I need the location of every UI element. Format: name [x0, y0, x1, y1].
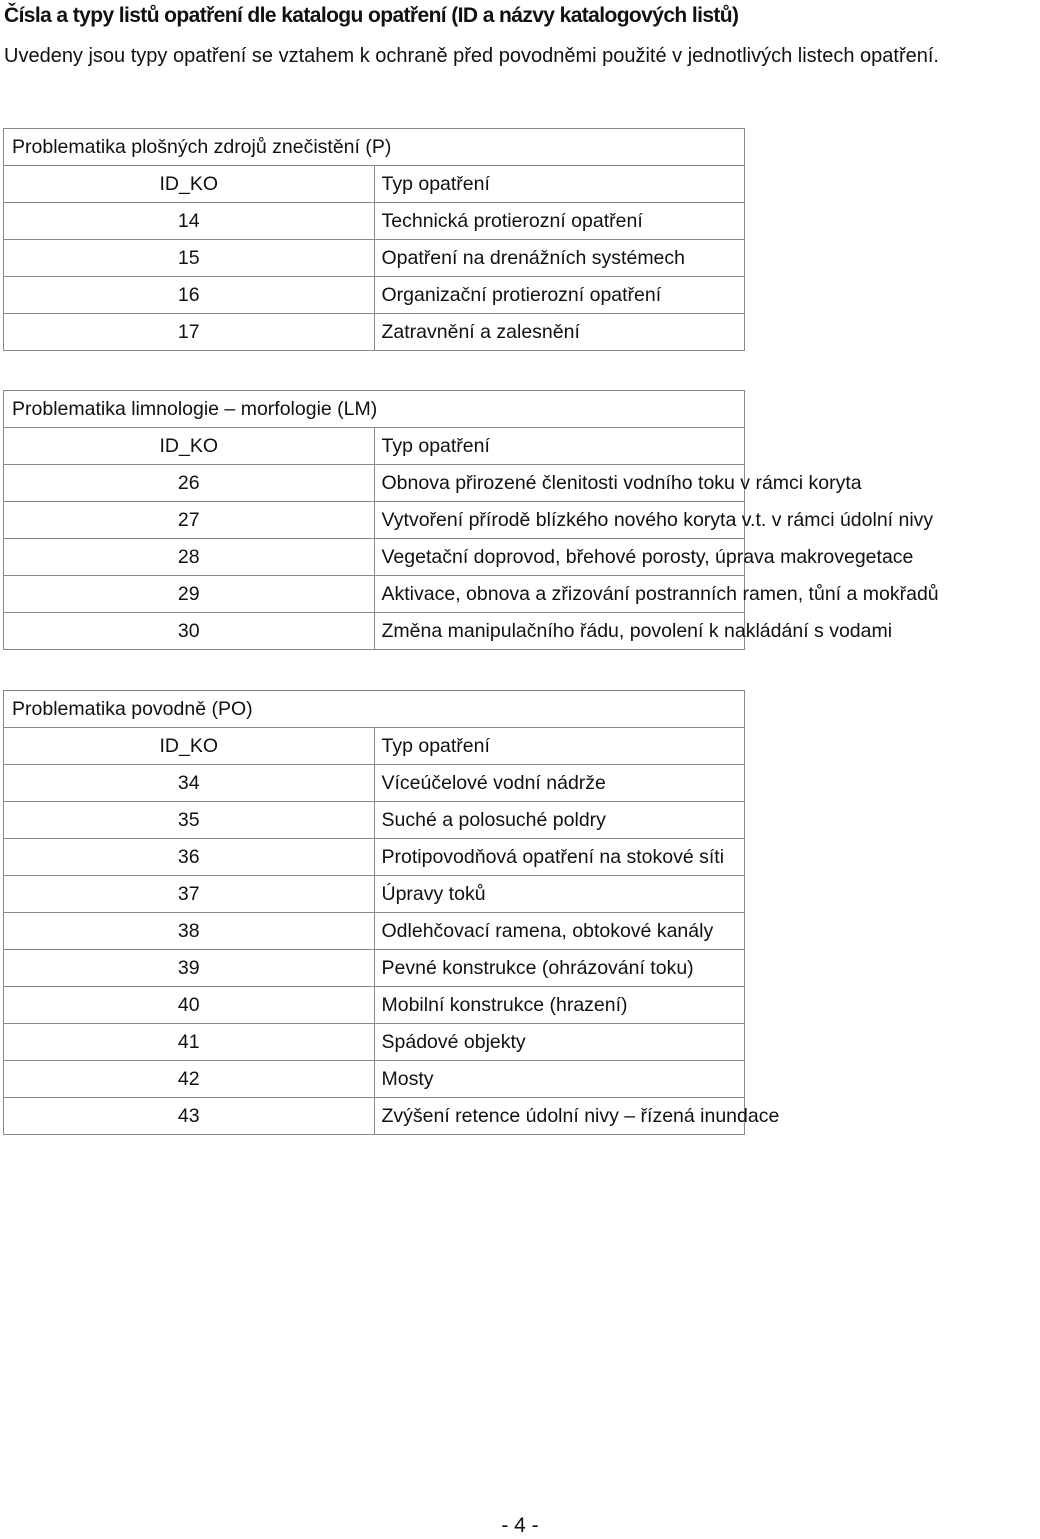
measure-type: Opatření na drenážních systémech	[374, 240, 745, 277]
measure-type: Aktivace, obnova a zřizování postranních ramen, tůní a mokřadů	[374, 576, 745, 613]
table-row	[4, 987, 745, 1024]
column-header-id: ID_KO	[4, 166, 375, 203]
table-row	[4, 277, 745, 314]
measure-id: 14	[4, 203, 375, 240]
measure-type: Vegetační doprovod, břehové porosty, úprava makrovegetace	[374, 539, 745, 576]
table-header-row	[4, 728, 745, 765]
measure-id: 36	[4, 839, 375, 876]
measure-type: Úpravy toků	[374, 876, 745, 913]
table-row	[4, 1061, 745, 1098]
measure-type: Mosty	[374, 1061, 745, 1098]
table-row	[4, 314, 745, 351]
table-row	[4, 913, 745, 950]
measure-type: Odlehčovací ramena, obtokové kanály	[374, 913, 745, 950]
table-row	[4, 465, 745, 502]
measure-id: 38	[4, 913, 375, 950]
measure-id: 42	[4, 1061, 375, 1098]
table-row	[4, 613, 745, 650]
intro-paragraph: Uvedeny jsou typy opatření se vztahem k ochraně před povodněmi použité v jednotlivých listech opatření.	[4, 45, 939, 67]
table-row	[4, 576, 745, 613]
measure-id: 40	[4, 987, 375, 1024]
measure-id: 37	[4, 876, 375, 913]
table-area-sources	[3, 128, 745, 351]
table-header-row	[4, 166, 745, 203]
measure-type: Zvýšení retence údolní nivy – řízená inundace	[374, 1098, 745, 1135]
measure-id: 41	[4, 1024, 375, 1061]
measure-id: 17	[4, 314, 375, 351]
section-title: Problematika plošných zdrojů znečistění (P)	[4, 129, 745, 166]
table-row	[4, 876, 745, 913]
measure-type: Obnova přirozené členitosti vodního toku v rámci koryta	[374, 465, 745, 502]
measure-type: Mobilní konstrukce (hrazení)	[374, 987, 745, 1024]
measure-id: 34	[4, 765, 375, 802]
page-title: Čísla a typy listů opatření dle katalogu opatření (ID a názvy katalogových listů)	[4, 4, 739, 27]
measure-id: 39	[4, 950, 375, 987]
section-title-row	[4, 129, 745, 166]
column-header-type: Typ opatření	[374, 166, 745, 203]
measure-type: Spádové objekty	[374, 1024, 745, 1061]
measure-type: Pevné konstrukce (ohrázování toku)	[374, 950, 745, 987]
measure-type: Zatravnění a zalesnění	[374, 314, 745, 351]
table-header-row	[4, 428, 745, 465]
measure-id: 15	[4, 240, 375, 277]
column-header-id: ID_KO	[4, 428, 375, 465]
table-row	[4, 802, 745, 839]
table-row	[4, 539, 745, 576]
table-row	[4, 765, 745, 802]
measure-type: Organizační protierozní opatření	[374, 277, 745, 314]
measure-id: 29	[4, 576, 375, 613]
measure-type: Protipovodňová opatření na stokové síti	[374, 839, 745, 876]
table-row	[4, 1098, 745, 1135]
table-row	[4, 1024, 745, 1061]
table-row	[4, 240, 745, 277]
section-title-row	[4, 691, 745, 728]
table-row	[4, 203, 745, 240]
table-limnology-morphology	[3, 390, 939, 650]
section-title-row	[4, 391, 745, 428]
table-row	[4, 839, 745, 876]
section-title: Problematika limnologie – morfologie (LM)	[4, 391, 745, 428]
page-number: - 4 -	[501, 1514, 539, 1537]
measure-id: 30	[4, 613, 375, 650]
measure-id: 35	[4, 802, 375, 839]
measure-type: Technická protierozní opatření	[374, 203, 745, 240]
measure-id: 26	[4, 465, 375, 502]
measure-id: 16	[4, 277, 375, 314]
measure-type: Změna manipulačního řádu, povolení k nakládání s vodami	[374, 613, 745, 650]
measure-type: Suché a polosuché poldry	[374, 802, 745, 839]
table-row	[4, 502, 745, 539]
section-title: Problematika povodně (PO)	[4, 691, 745, 728]
measure-id: 43	[4, 1098, 375, 1135]
column-header-type: Typ opatření	[374, 728, 745, 765]
table-row	[4, 950, 745, 987]
column-header-type: Typ opatření	[374, 428, 745, 465]
column-header-id: ID_KO	[4, 728, 375, 765]
measure-type: Vytvoření přírodě blízkého nového koryta v.t. v rámci údolní nivy	[374, 502, 745, 539]
table-floods	[3, 690, 780, 1135]
measure-id: 28	[4, 539, 375, 576]
measure-type: Víceúčelové vodní nádrže	[374, 765, 745, 802]
measure-id: 27	[4, 502, 375, 539]
